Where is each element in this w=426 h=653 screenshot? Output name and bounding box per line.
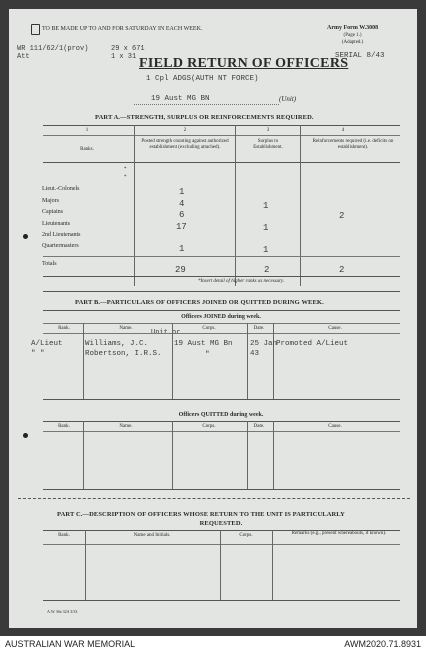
quitted-divider-3 bbox=[247, 421, 248, 489]
part-c-header-rule bbox=[43, 544, 400, 545]
part-a-num-rule bbox=[43, 135, 400, 136]
file-size-1: 29 x 671 bbox=[111, 45, 145, 53]
file-reference: WR 111/62/1(prov) bbox=[17, 45, 89, 53]
col-header-ranks: Ranks. bbox=[80, 147, 94, 152]
joined-title: Officers JOINED during week. bbox=[181, 314, 261, 320]
quitted-col-name: Name. bbox=[119, 424, 133, 429]
joined-date: 25 Jan bbox=[250, 340, 278, 348]
joined-cause: Promoted A/Lieut bbox=[276, 340, 349, 348]
part-c-col-corps: Corps. bbox=[239, 533, 253, 538]
rank-label: 2nd Lieutenants bbox=[42, 232, 81, 238]
posted-value: 1 bbox=[179, 244, 185, 254]
unit-label: (Unit) bbox=[279, 95, 297, 103]
part-a-heading: PART A.—STRENGTH, SURPLUS OR REINFORCEMENTS REQUIRED. bbox=[95, 114, 314, 121]
unit-name-line2: 19 Aust MG BN bbox=[151, 95, 210, 103]
joined-col-name: Name. bbox=[119, 326, 133, 331]
rank-label: Quartermasters bbox=[42, 243, 79, 249]
joined-corps: 19 Aust MG Bn bbox=[174, 340, 233, 348]
part-a-col-divider-1 bbox=[134, 125, 135, 286]
quitted-col-rank: Rank. bbox=[58, 424, 70, 429]
army-form-block bbox=[327, 25, 378, 46]
part-c-divider-1 bbox=[85, 530, 86, 600]
quitted-col-cause: Cause. bbox=[328, 424, 342, 429]
part-c-heading-2: REQUESTED. bbox=[199, 520, 243, 527]
part-c-col-name: Name and Initials. bbox=[133, 533, 171, 538]
tear-line bbox=[18, 498, 410, 499]
punch-hole-bottom bbox=[23, 433, 28, 438]
col-header-reinforcements: Reinforcements required (i.e. deficits on establishment). bbox=[312, 139, 394, 150]
joined-corps: " bbox=[205, 351, 210, 359]
army-form-adapted: (Adapted.) bbox=[341, 40, 364, 45]
col-header-surplus: Surplus to Establishment. bbox=[253, 139, 283, 150]
totals-label: Totals bbox=[42, 261, 57, 267]
footer-source: AUSTRALIAN WAR MEMORIAL bbox=[5, 639, 136, 649]
joined-bottom-rule bbox=[43, 399, 400, 400]
posted-value: 17 bbox=[176, 222, 187, 232]
part-a-col-divider-3 bbox=[300, 125, 301, 286]
quitted-col-date: Date. bbox=[253, 424, 265, 429]
part-a-header-rule bbox=[43, 162, 400, 163]
part-c-bottom-rule bbox=[43, 600, 400, 601]
asterisk-marker-1: * bbox=[124, 167, 127, 172]
unit-dotted-line bbox=[134, 104, 279, 105]
total-surplus: 2 bbox=[264, 265, 270, 275]
part-a-col-divider-2 bbox=[235, 125, 236, 286]
part-a-bottom-rule bbox=[43, 276, 400, 277]
form-title: FIELD RETURN OF OFFICERS bbox=[139, 56, 349, 71]
col-num-2: 2 bbox=[183, 128, 187, 133]
footer-accession: AWM2020.71.8931 bbox=[344, 639, 421, 649]
part-c-divider-3 bbox=[272, 530, 273, 600]
top-note: TO BE MADE UP TO AND FOR SATURDAY IN EACH WEEK. bbox=[42, 26, 203, 32]
total-reinforcements: 2 bbox=[339, 265, 345, 275]
file-reference-att: Att bbox=[17, 53, 30, 61]
army-form-page: (Page 1.) bbox=[343, 33, 362, 38]
quitted-divider-4 bbox=[273, 421, 274, 489]
joined-name: Williams, J.C. bbox=[85, 340, 149, 348]
surplus-value: 1 bbox=[263, 245, 269, 255]
rank-label: Lieutenants bbox=[42, 221, 70, 227]
unit-or-note: Unit or bbox=[151, 329, 181, 337]
joined-rank: " " bbox=[31, 350, 45, 358]
joined-divider-2 bbox=[172, 323, 173, 399]
col-num-1: 1 bbox=[85, 128, 89, 133]
quitted-title-rule bbox=[43, 421, 400, 422]
joined-header-rule bbox=[43, 333, 400, 334]
pin-icon bbox=[31, 24, 40, 35]
rank-label: Captains bbox=[42, 209, 63, 215]
asterisk-marker-2: * bbox=[124, 175, 127, 180]
form-paper bbox=[9, 9, 417, 628]
joined-col-cause: Cause. bbox=[328, 326, 342, 331]
reinforcement-value: 2 bbox=[339, 211, 345, 221]
posted-value: 1 bbox=[179, 187, 185, 197]
rank-label: Lieut.-Colonels bbox=[42, 186, 80, 192]
part-c-divider-2 bbox=[220, 530, 221, 600]
quitted-header-rule bbox=[43, 431, 400, 432]
joined-divider-1 bbox=[83, 323, 84, 399]
quitted-col-corps: Corps. bbox=[202, 424, 216, 429]
part-c-col-remarks: Remarks (e.g., present whereabouts, if known). bbox=[291, 531, 387, 536]
joined-col-date: Date. bbox=[253, 326, 265, 331]
joined-date: 43 bbox=[250, 350, 260, 358]
part-b-heading: PART B.—PARTICULARS OF OFFICERS JOINED OR QUITTED DURING WEEK. bbox=[75, 299, 324, 306]
joined-rank: A/Lieut bbox=[31, 340, 63, 348]
part-a-footnote: *Insert detail of higher ranks as necessary. bbox=[198, 279, 285, 284]
joined-divider-3 bbox=[247, 323, 248, 399]
total-posted: 29 bbox=[175, 265, 186, 275]
army-form-label: Army Form W.3008 bbox=[327, 25, 379, 31]
posted-value: 6 bbox=[179, 210, 185, 220]
part-c-heading-1: PART C.—DESCRIPTION OF OFFICERS WHOSE RETURN TO THE UNIT IS PARTICULARLY bbox=[57, 511, 345, 518]
quitted-divider-1 bbox=[83, 421, 84, 489]
printer-code: A.W. Sht 32A 3/33 bbox=[47, 609, 78, 614]
quitted-title: Officers QUITTED during week. bbox=[178, 412, 264, 418]
col-num-3: 3 bbox=[266, 128, 270, 133]
part-a-end-rule bbox=[43, 291, 400, 292]
surplus-value: 1 bbox=[263, 201, 269, 211]
file-size-2: 1 x 31 bbox=[111, 53, 137, 61]
unit-name-line1: 1 Cpl ADGS(AUTH NT FORCE) bbox=[146, 75, 259, 83]
joined-col-rank: Rank. bbox=[58, 326, 70, 331]
part-b-top-rule bbox=[43, 310, 400, 311]
part-a-top-rule bbox=[43, 125, 400, 126]
punch-hole-top bbox=[23, 234, 28, 239]
joined-title-rule bbox=[43, 323, 400, 324]
joined-col-corps: Corps. bbox=[202, 326, 216, 331]
col-num-4: 4 bbox=[341, 128, 345, 133]
serial-number: SERIAL 8/43 bbox=[335, 52, 385, 60]
totals-rule bbox=[43, 256, 400, 257]
col-header-posted: Posted strength counting against authorized establishment (excluding attached). bbox=[141, 139, 229, 150]
part-c-col-rank: Rank. bbox=[58, 533, 70, 538]
joined-divider-4 bbox=[273, 323, 274, 399]
quitted-divider-2 bbox=[172, 421, 173, 489]
posted-value: 4 bbox=[179, 199, 185, 209]
surplus-value: 1 bbox=[263, 223, 269, 233]
rank-label: Majors bbox=[42, 198, 59, 204]
joined-name: Robertson, I.R.S. bbox=[85, 350, 162, 358]
quitted-bottom-rule bbox=[43, 489, 400, 490]
